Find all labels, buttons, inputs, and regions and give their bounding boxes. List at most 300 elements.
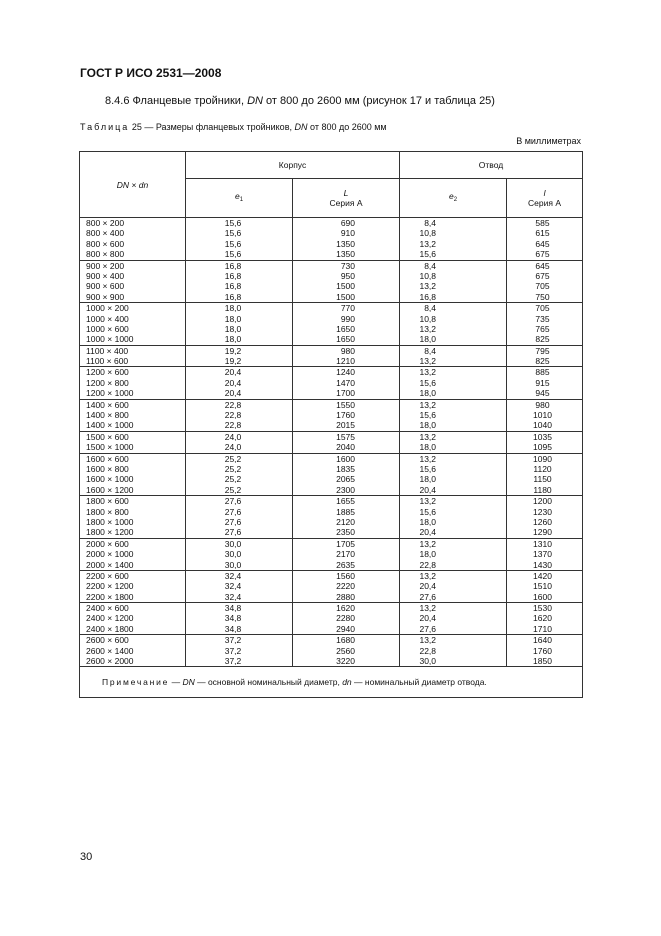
table-cell-value: 1885 <box>336 506 356 517</box>
table-cell-value: 800 × 800 <box>86 249 125 260</box>
table-cell-value: 1530 <box>533 603 552 614</box>
cell-l <box>293 538 400 570</box>
table-cell-value: 825 <box>535 334 550 345</box>
table-cell-value: 1640 <box>533 635 552 646</box>
table-cell-value: 1240 <box>336 367 356 378</box>
table-cell-value: 900 × 400 <box>86 270 125 281</box>
cell-dn <box>80 367 186 399</box>
table-row-group <box>80 431 583 453</box>
table-cell-value: 13,2 <box>419 453 437 464</box>
table-cell-value: 25,2 <box>224 484 242 495</box>
table-cell-value: 1500 <box>336 281 356 292</box>
table-cell-value: 900 × 900 <box>86 291 125 302</box>
table-cell-value: 1350 <box>336 238 356 249</box>
table-cell-value: 1000 × 600 <box>86 323 129 334</box>
table-cell-value: 2040 <box>336 442 356 453</box>
table-cell-value: 1090 <box>533 453 552 464</box>
table-cell-value: 22,8 <box>419 559 437 570</box>
table-cell-value: 1100 × 600 <box>86 356 129 367</box>
cell-e2 <box>400 496 507 539</box>
cell-e1 <box>186 260 293 303</box>
table-cell-value: 2560 <box>336 645 356 656</box>
table-cell-value: 10,8 <box>419 228 437 239</box>
table-caption <box>80 122 387 132</box>
table-cell-value: 19,2 <box>224 345 242 356</box>
table-cell-value: 1200 × 1000 <box>86 388 134 399</box>
table-cell-value: 1800 × 1200 <box>86 527 134 538</box>
header-e1: $e_1$ <box>186 179 293 218</box>
cell-e1 <box>186 603 293 635</box>
table-cell-value: 13,2 <box>419 538 437 549</box>
table-cell-value: 32,4 <box>224 570 242 581</box>
table-cell-value: 34,8 <box>224 613 242 624</box>
cell-dn <box>80 218 186 261</box>
table-cell-value: 18,0 <box>224 323 242 334</box>
table-cell-value: 1400 × 600 <box>86 399 129 410</box>
table-cell-value: 13,2 <box>419 281 437 292</box>
cell-dn <box>80 496 186 539</box>
cell-e2 <box>400 603 507 635</box>
cell-e1 <box>186 399 293 431</box>
cell-e2 <box>400 453 507 496</box>
table-cell-value: 30,0 <box>224 549 242 560</box>
table-cell-value: 2065 <box>336 474 356 485</box>
table-cell-value: 1200 <box>533 496 552 507</box>
cell-e2 <box>400 303 507 346</box>
cell-e1 <box>186 303 293 346</box>
table-cell-value: 910 <box>340 228 356 239</box>
cell-e2 <box>400 367 507 399</box>
table-row-group <box>80 635 583 667</box>
cell-l <box>293 453 400 496</box>
table-cell-value: 2400 × 1200 <box>86 613 134 624</box>
table-cell-value: 15,6 <box>224 218 242 228</box>
cell-l <box>293 399 400 431</box>
table-cell-value: 18,0 <box>419 388 437 399</box>
table-cell-value: 34,8 <box>224 623 242 634</box>
table-cell-value: 2000 × 600 <box>86 538 129 549</box>
caption-label: Таблица <box>80 122 130 132</box>
table-cell-value: 18,0 <box>419 474 437 485</box>
table-cell-value: 25,2 <box>224 453 242 464</box>
table-cell-value: 13,2 <box>419 356 437 367</box>
table-cell-value: 900 × 600 <box>86 281 125 292</box>
caption-text: — Размеры фланцевых тройников, <box>144 122 292 132</box>
caption-text-end: от 800 до 2600 мм <box>310 122 387 132</box>
table-cell-value: 1500 <box>336 291 356 302</box>
table-cell-value: 1800 × 600 <box>86 496 129 507</box>
table-cell-value: 2350 <box>336 527 356 538</box>
table-cell-value: 1500 × 1000 <box>86 442 134 453</box>
cell-l <box>507 260 583 303</box>
table-cell-value: 1400 × 800 <box>86 410 129 421</box>
caption-number: 25 <box>131 122 142 132</box>
table-cell-value: 2940 <box>336 623 356 634</box>
table-cell-value: 1800 × 1000 <box>86 516 134 527</box>
table-cell-value: 1000 × 400 <box>86 313 129 324</box>
table-cell-value: 22,8 <box>224 420 242 431</box>
cell-l <box>507 496 583 539</box>
table-cell-value: 1700 <box>336 388 356 399</box>
table-row-group <box>80 399 583 431</box>
table-cell-value: 2000 × 1400 <box>86 559 134 570</box>
cell-l <box>507 453 583 496</box>
table-cell-value: 20,4 <box>419 527 437 538</box>
header-L: L Серия А <box>293 179 400 218</box>
table-cell-value: 730 <box>340 260 356 271</box>
table-cell-value: 1600 <box>336 453 356 464</box>
table-cell-value: 1000 × 1000 <box>86 334 134 345</box>
table-cell-value: 15,6 <box>419 506 437 517</box>
table-cell-value: 27,6 <box>419 623 437 634</box>
cell-l <box>293 218 400 261</box>
table-cell-value: 2880 <box>336 591 356 602</box>
table-cell-value: 18,0 <box>419 334 437 345</box>
table-cell-value: 675 <box>535 249 550 260</box>
table-cell-value: 1120 <box>533 463 552 474</box>
table-cell-value: 20,4 <box>224 388 242 399</box>
table-cell-value: 18,0 <box>419 549 437 560</box>
table-cell-value: 915 <box>535 377 550 388</box>
header-korpus: Корпус <box>186 152 400 179</box>
table-cell-value: 1655 <box>336 496 356 507</box>
table-cell-value: 32,4 <box>224 581 242 592</box>
table-cell-value: 1600 × 600 <box>86 453 129 464</box>
table-cell-value: 1350 <box>336 249 356 260</box>
table-cell-value: 13,2 <box>419 238 437 249</box>
table-cell-value: 13,2 <box>419 367 437 378</box>
table-row-group <box>80 538 583 570</box>
cell-e2 <box>400 538 507 570</box>
table-cell-value: 1500 × 600 <box>86 431 129 442</box>
table-cell-value: 1470 <box>336 377 356 388</box>
table-cell-value: 1650 <box>336 323 356 334</box>
table-cell-value: 735 <box>535 313 550 324</box>
cell-dn <box>80 538 186 570</box>
cell-l <box>293 367 400 399</box>
table-cell-value: 16,8 <box>224 260 242 271</box>
table-cell-value: 1370 <box>533 549 552 560</box>
caption-dn: DN <box>294 122 308 132</box>
cell-l <box>293 431 400 453</box>
table-row-group <box>80 367 583 399</box>
table-cell-value: 15,6 <box>419 249 437 260</box>
table-note: Примечание — DN — основной номинальный диаметр, dn — номинальный диаметр отвода. <box>80 667 583 698</box>
cell-dn <box>80 570 186 602</box>
table-cell-value: 1260 <box>533 516 552 527</box>
table-cell-value: 990 <box>340 313 356 324</box>
table-cell-value: 950 <box>340 270 356 281</box>
table-cell-value: 13,2 <box>419 323 437 334</box>
table-cell-value: 25,2 <box>224 463 242 474</box>
table-cell-value: 1560 <box>336 570 356 581</box>
cell-e1 <box>186 635 293 667</box>
table-cell-value: 20,4 <box>224 377 242 388</box>
cell-l <box>293 635 400 667</box>
table-cell-value: 1510 <box>533 581 552 592</box>
table-cell-value: 1600 <box>533 591 552 602</box>
table-cell-value: 2120 <box>336 516 356 527</box>
table-cell-value: 1705 <box>336 538 356 549</box>
cell-l <box>293 570 400 602</box>
section-heading <box>105 95 495 107</box>
table-cell-value: 1680 <box>336 635 356 646</box>
cell-l <box>507 603 583 635</box>
table-cell-value: 765 <box>535 323 550 334</box>
table-cell-value: 800 × 600 <box>86 238 125 249</box>
cell-l <box>507 367 583 399</box>
table-row-group <box>80 453 583 496</box>
table-row-group <box>80 303 583 346</box>
table-cell-value: 25,2 <box>224 474 242 485</box>
table-cell-value: 34,8 <box>224 603 242 614</box>
table-cell-value: 15,6 <box>419 410 437 421</box>
table-cell-value: 20,4 <box>419 484 437 495</box>
cell-e2 <box>400 218 507 261</box>
table-cell-value: 18,0 <box>224 334 242 345</box>
table-cell-value: 20,4 <box>224 367 242 378</box>
table-cell-value: 1760 <box>533 645 552 656</box>
cell-l <box>293 496 400 539</box>
table-cell-value: 645 <box>535 238 550 249</box>
table-cell-value: 1310 <box>533 538 552 549</box>
table-row-group <box>80 218 583 261</box>
header-l: l Серия А <box>507 179 583 218</box>
table-cell-value: 1200 × 600 <box>86 367 129 378</box>
cell-e1 <box>186 367 293 399</box>
table-cell-value: 15,6 <box>419 377 437 388</box>
cell-dn <box>80 399 186 431</box>
table-cell-value: 16,8 <box>224 270 242 281</box>
units-label: В миллиметрах <box>516 136 581 146</box>
table-cell-value: 10,8 <box>419 270 437 281</box>
table-cell-value: 22,8 <box>224 410 242 421</box>
table-cell-value: 30,0 <box>419 656 437 667</box>
table-cell-value: 1620 <box>336 603 356 614</box>
table-cell-value: 15,6 <box>419 463 437 474</box>
table-cell-value: 1035 <box>533 431 552 442</box>
table-cell-value: 900 × 200 <box>86 260 125 271</box>
table-cell-value: 20,4 <box>419 613 437 624</box>
table-cell-value: 37,2 <box>224 656 242 667</box>
cell-e1 <box>186 218 293 261</box>
table-cell-value: 27,6 <box>224 496 242 507</box>
table-row-group <box>80 260 583 303</box>
table-cell-value: 18,0 <box>224 303 242 314</box>
table-cell-value: 585 <box>535 218 550 228</box>
table-cell-value: 2635 <box>336 559 356 570</box>
table-cell-value: 1040 <box>533 420 552 431</box>
table-cell-value: 705 <box>535 303 550 314</box>
table-cell-value: 10,8 <box>419 313 437 324</box>
table-cell-value: 1600 × 1200 <box>86 484 134 495</box>
cell-e1 <box>186 431 293 453</box>
table-cell-value: 37,2 <box>224 635 242 646</box>
table-cell-value: 980 <box>535 399 550 410</box>
table-cell-value: 16,8 <box>224 291 242 302</box>
cell-l <box>507 399 583 431</box>
table-cell-value: 770 <box>340 303 356 314</box>
cell-l <box>507 635 583 667</box>
cell-e1 <box>186 496 293 539</box>
cell-dn <box>80 635 186 667</box>
table-cell-value: 980 <box>340 345 356 356</box>
table-cell-value: 18,0 <box>419 420 437 431</box>
table-cell-value: 885 <box>535 367 550 378</box>
table-cell-value: 13,2 <box>419 496 437 507</box>
table-cell-value: 24,0 <box>224 431 242 442</box>
section-number: 8.4.6 <box>105 95 130 107</box>
table-cell-value: 1150 <box>533 474 552 485</box>
table-cell-value: 825 <box>535 356 550 367</box>
table-cell-value: 24,0 <box>224 442 242 453</box>
table-cell-value: 2400 × 1800 <box>86 623 134 634</box>
table-cell-value: 1010 <box>533 410 552 421</box>
table-cell-value: 30,0 <box>224 559 242 570</box>
cell-l <box>507 570 583 602</box>
table-cell-value: 15,6 <box>224 238 242 249</box>
table-cell-value: 2400 × 600 <box>86 603 129 614</box>
table-row-group <box>80 570 583 602</box>
table-cell-value: 27,6 <box>224 506 242 517</box>
table-cell-value: 27,6 <box>224 527 242 538</box>
cell-e2 <box>400 570 507 602</box>
cell-e2 <box>400 260 507 303</box>
table-cell-value: 22,8 <box>419 645 437 656</box>
cell-e1 <box>186 538 293 570</box>
table-cell-value: 18,0 <box>419 442 437 453</box>
table-cell-value: 1420 <box>533 570 552 581</box>
table-cell-value: 2600 × 600 <box>86 635 129 646</box>
table-cell-value: 1835 <box>336 463 356 474</box>
table-cell-value: 13,2 <box>419 570 437 581</box>
cell-l <box>507 345 583 367</box>
cell-dn <box>80 453 186 496</box>
cell-dn <box>80 603 186 635</box>
cell-dn <box>80 431 186 453</box>
table-cell-value: 945 <box>535 388 550 399</box>
cell-e2 <box>400 399 507 431</box>
table-cell-value: 2300 <box>336 484 356 495</box>
table-cell-value: 690 <box>340 218 356 228</box>
section-text: Фланцевые тройники, <box>132 95 245 107</box>
table-cell-value: 1100 × 400 <box>86 345 129 356</box>
table-cell-value: 1430 <box>533 559 552 570</box>
table-cell-value: 8,4 <box>424 260 437 271</box>
table-cell-value: 2200 × 1800 <box>86 591 134 602</box>
header-otvod: Отвод <box>400 152 583 179</box>
cell-l <box>293 603 400 635</box>
cell-dn <box>80 303 186 346</box>
table-cell-value: 1800 × 800 <box>86 506 129 517</box>
table-cell-value: 13,2 <box>419 431 437 442</box>
table-cell-value: 2015 <box>336 420 356 431</box>
table-cell-value: 1710 <box>533 623 552 634</box>
cell-dn <box>80 260 186 303</box>
table-cell-value: 800 × 400 <box>86 228 125 239</box>
table-cell-value: 19,2 <box>224 356 242 367</box>
table-cell-value: 2200 × 600 <box>86 570 129 581</box>
note-label: Примечание <box>102 677 170 688</box>
cell-l <box>507 431 583 453</box>
table-cell-value: 2170 <box>336 549 356 560</box>
cell-e2 <box>400 635 507 667</box>
table-cell-value: 1600 × 1000 <box>86 474 134 485</box>
table-row-group <box>80 496 583 539</box>
cell-l <box>507 538 583 570</box>
flange-tees-table <box>79 151 583 698</box>
table-cell-value: 27,6 <box>224 516 242 527</box>
table-cell-value: 20,4 <box>419 581 437 592</box>
cell-e1 <box>186 345 293 367</box>
table-cell-value: 16,8 <box>419 291 437 302</box>
table-cell-value: 3220 <box>336 656 356 667</box>
table-cell-value: 1230 <box>533 506 552 517</box>
cell-e2 <box>400 431 507 453</box>
header-e2: $e_2$ <box>400 179 507 218</box>
header-dn-dn: DN × dn <box>80 152 186 218</box>
table-cell-value: 18,0 <box>419 516 437 527</box>
table-cell-value: 1600 × 800 <box>86 463 129 474</box>
cell-e2 <box>400 345 507 367</box>
table-cell-value: 1095 <box>533 442 552 453</box>
table-cell-value: 8,4 <box>424 218 437 228</box>
table-cell-value: 13,2 <box>419 399 437 410</box>
table-cell-value: 1650 <box>336 334 356 345</box>
table-cell-value: 1850 <box>533 656 552 667</box>
table-cell-value: 13,2 <box>419 635 437 646</box>
page-number: 30 <box>80 851 93 863</box>
table-cell-value: 1400 × 1000 <box>86 420 134 431</box>
table-cell-value: 1180 <box>533 484 552 495</box>
table-cell-value: 2220 <box>336 581 356 592</box>
table-cell-value: 1000 × 200 <box>86 303 129 314</box>
table-cell-value: 22,8 <box>224 399 242 410</box>
table-cell-value: 800 × 200 <box>86 218 125 228</box>
table-cell-value: 30,0 <box>224 538 242 549</box>
table-cell-value: 27,6 <box>419 591 437 602</box>
table-cell-value: 1550 <box>336 399 356 410</box>
cell-l <box>293 303 400 346</box>
table-cell-value: 1210 <box>336 356 356 367</box>
table-cell-value: 675 <box>535 270 550 281</box>
table-cell-value: 15,6 <box>224 228 242 239</box>
table-cell-value: 705 <box>535 281 550 292</box>
table-cell-value: 18,0 <box>224 313 242 324</box>
section-dn: DN <box>247 95 263 107</box>
table-cell-value: 2600 × 1400 <box>86 645 134 656</box>
table-cell-value: 2280 <box>336 613 356 624</box>
table-cell-value: 37,2 <box>224 645 242 656</box>
cell-e1 <box>186 570 293 602</box>
table-row-group <box>80 603 583 635</box>
cell-l <box>507 303 583 346</box>
table-cell-value: 2200 × 1200 <box>86 581 134 592</box>
document-code: ГОСТ Р ИСО 2531—2008 <box>80 66 222 80</box>
table-cell-value: 615 <box>535 228 550 239</box>
table-cell-value: 2000 × 1000 <box>86 549 134 560</box>
table-cell-value: 795 <box>535 345 550 356</box>
table-cell-value: 1290 <box>533 527 552 538</box>
table-cell-value: 2600 × 2000 <box>86 656 134 667</box>
cell-e1 <box>186 453 293 496</box>
cell-dn <box>80 345 186 367</box>
table-cell-value: 13,2 <box>419 603 437 614</box>
table-cell-value: 1760 <box>336 410 356 421</box>
table-cell-value: 1200 × 800 <box>86 377 129 388</box>
cell-l <box>507 218 583 261</box>
table-row-group <box>80 345 583 367</box>
